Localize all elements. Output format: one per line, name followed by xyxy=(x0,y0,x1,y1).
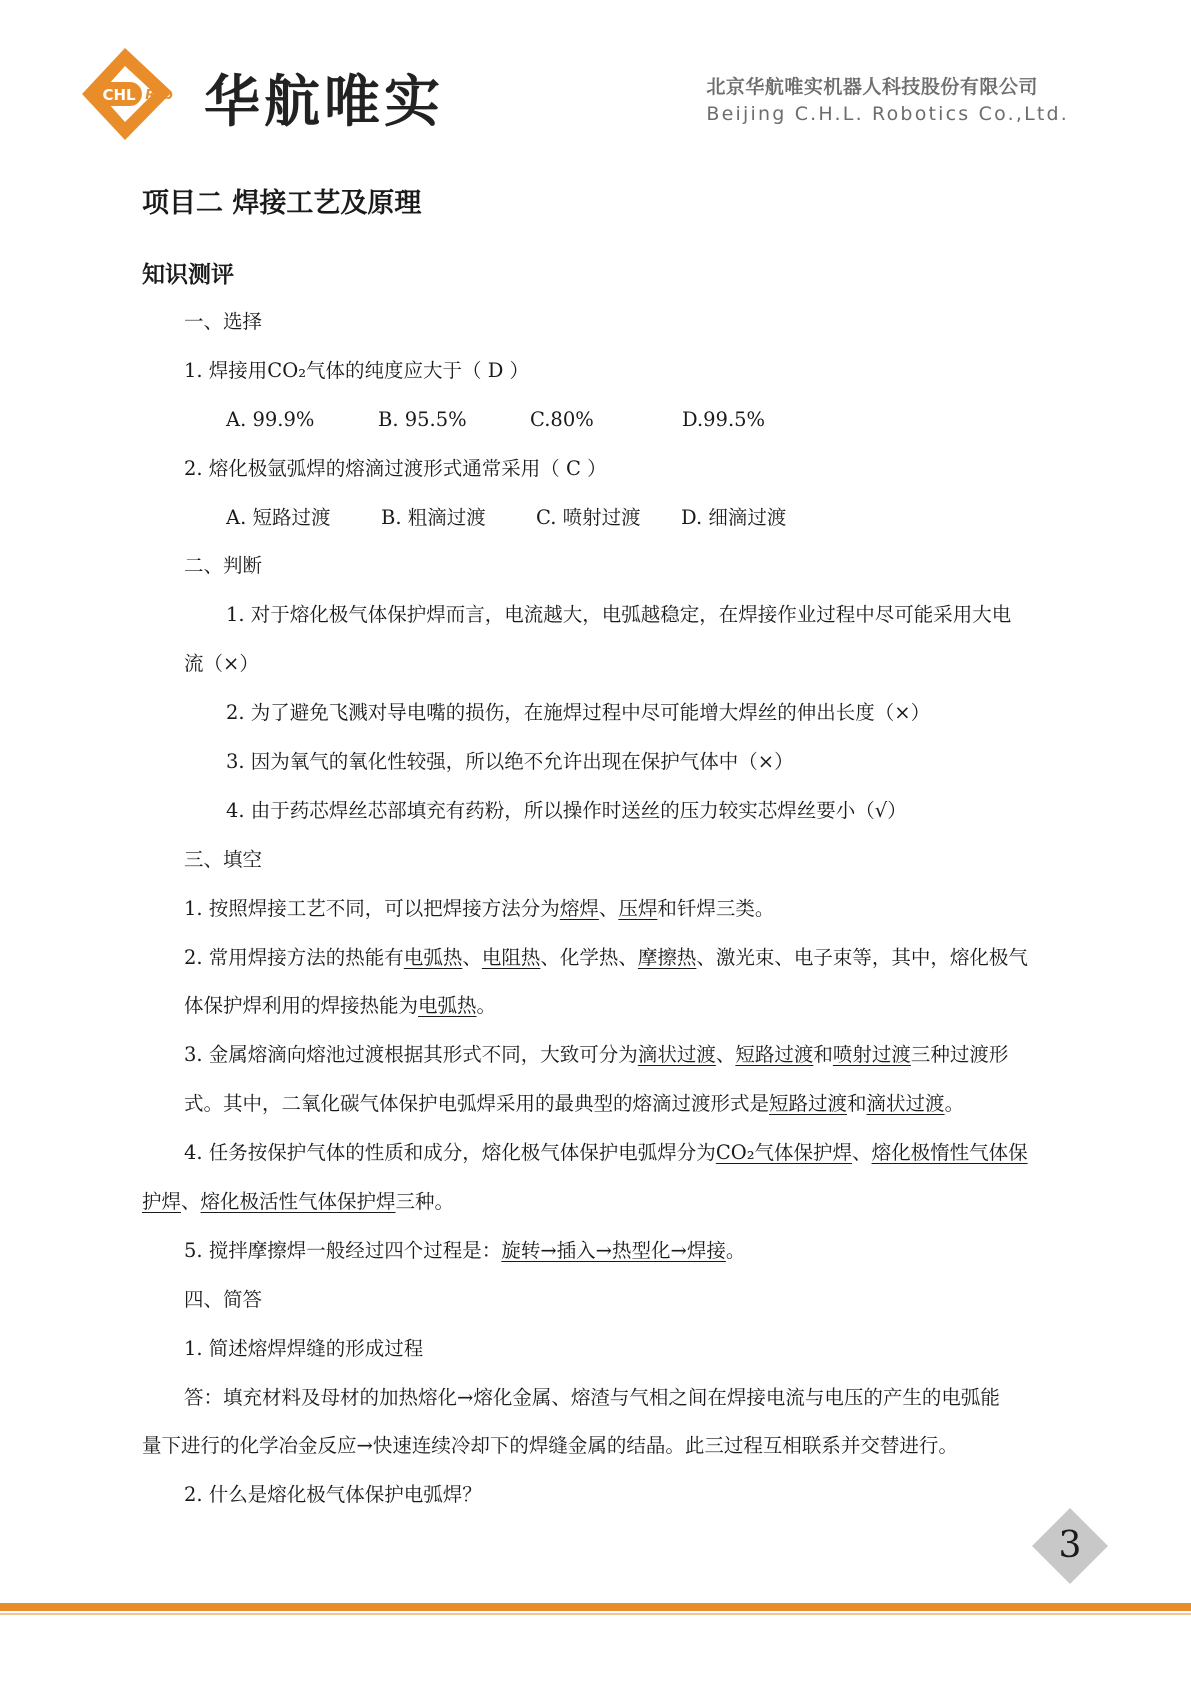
answer-blank: 滴状过渡 xyxy=(637,1043,716,1067)
text: 。 xyxy=(476,994,497,1018)
judgement-1-line-1: 1. 对于熔化极气体保护焊而言，电流越大，电弧越稳定，在焊接作业过程中尽可能采用大电 xyxy=(226,603,1012,627)
company-block xyxy=(706,72,1069,125)
section-heading-short-answer: 四、简答 xyxy=(184,1287,263,1311)
judgement-1-line-2: 流（×） xyxy=(184,652,259,676)
fill-question-5 xyxy=(142,1227,1078,1276)
section-subtitle: 知识测评 xyxy=(142,262,234,288)
page-number-badge xyxy=(1030,1506,1110,1586)
option-b: B. 95.5% xyxy=(378,407,467,431)
text: 三种。 xyxy=(395,1190,455,1214)
text: 和 xyxy=(847,1092,867,1116)
text: 5. 搅拌摩擦焊一般经过四个过程是： xyxy=(184,1238,502,1262)
option-d: D.99.5% xyxy=(682,407,766,431)
answer-blank: 摩擦热 xyxy=(637,945,697,969)
answer-blank: 熔化极活性气体保护焊 xyxy=(200,1190,396,1214)
text: 、 xyxy=(598,896,619,920)
short-answer-1-line-2: 量下进行的化学冶金反应→快速连续冷却下的焊缝金属的结晶。此三过程互相联系并交替进行。 xyxy=(142,1434,958,1458)
text: 和钎焊三类。 xyxy=(657,896,775,920)
judgement-2: 2. 为了避免飞溅对导电嘴的损伤，在施焊过程中尽可能增大焊丝的伸出长度（×） xyxy=(226,701,931,725)
answer-blank: 压焊 xyxy=(618,896,658,920)
choice-options-1 xyxy=(142,396,1078,445)
page-title: 项目二 焊接工艺及原理 xyxy=(142,188,422,219)
option-d: D. 细滴过渡 xyxy=(681,505,787,529)
answer-blank: 喷射过渡 xyxy=(832,1043,911,1067)
short-question-1: 1. 简述熔焊焊缝的形成过程 xyxy=(184,1336,424,1360)
choice-options-2 xyxy=(142,494,1078,543)
text: 、 xyxy=(462,945,482,969)
logo-chl-text: CHL xyxy=(102,86,136,104)
company-logo xyxy=(80,44,500,154)
option-c: C.80% xyxy=(530,407,594,431)
text: 3. 金属熔滴向熔池过渡根据其形式不同，大致可分为 xyxy=(184,1043,638,1067)
answer-blank: 滴状过渡 xyxy=(866,1092,945,1116)
section-heading-choice: 一、选择 xyxy=(184,310,263,333)
text: 1. 按照焊接工艺不同，可以把焊接方法分为 xyxy=(184,896,560,920)
text: 。 xyxy=(725,1238,746,1262)
option-c: C. 喷射过渡 xyxy=(536,505,641,529)
document-body xyxy=(142,184,1078,1520)
judgement-3: 3. 因为氧气的氧化性较强，所以绝不允许出现在保护气体中（×） xyxy=(226,750,794,774)
answer-blank: 电弧热 xyxy=(403,945,463,969)
footer-accent-bar xyxy=(0,1603,1191,1611)
answer-blank: 短路过渡 xyxy=(769,1092,848,1116)
logo-rob-text: Rob xyxy=(145,88,173,103)
option-b: B. 粗滴过渡 xyxy=(381,505,486,529)
text: 、 xyxy=(852,1141,872,1165)
text: 4. 任务按保护气体的性质和成分，熔化极气体保护电弧焊分为 xyxy=(184,1141,716,1165)
answer-blank: 电弧热 xyxy=(418,994,477,1018)
fill-question-4-line-1 xyxy=(142,1129,1078,1178)
answer-blank: 短路过渡 xyxy=(735,1043,814,1067)
company-name-en: Beijing C.H.L. Robotics Co.,Ltd. xyxy=(706,103,1069,125)
answer-blank: 熔化极惰性气体保 xyxy=(871,1141,1028,1165)
text: 式。其中，二氧化碳气体保护电弧焊采用的最典型的熔滴过渡形式是 xyxy=(184,1092,770,1116)
chl-rob-logo-icon xyxy=(80,44,190,154)
answer-blank: 旋转→插入→热型化→焊接 xyxy=(501,1238,726,1262)
judgement-4: 4. 由于药芯焊丝芯部填充有药粉，所以操作时送丝的压力较实芯焊丝要小（√） xyxy=(226,798,907,822)
company-name-cn: 北京华航唯实机器人科技股份有限公司 xyxy=(706,76,1038,98)
option-a: A. 短路过渡 xyxy=(226,505,331,529)
fill-question-2-line-1 xyxy=(142,934,1078,983)
text: 、 xyxy=(181,1190,201,1214)
quiz-content xyxy=(142,298,1078,1520)
section-heading-judgement: 二、判断 xyxy=(184,554,263,578)
text: 。 xyxy=(944,1092,965,1116)
footer-accent-line xyxy=(0,1613,1191,1615)
short-answer-1-line-1: 答：填充材料及母材的加热熔化→熔化金属、熔渣与气相之间在焊接电流与电压的产生的电弧能 xyxy=(184,1385,1000,1409)
answer-blank: 熔焊 xyxy=(559,896,599,920)
answer-blank: CO₂气体保护焊 xyxy=(715,1141,853,1165)
text: 2. 常用焊接方法的热能有 xyxy=(184,945,404,969)
text: 、化学热、 xyxy=(540,945,638,969)
text: 、激光束、电子束等，其中，熔化极气 xyxy=(696,945,1028,969)
answer-blank: 电阻热 xyxy=(481,945,541,969)
page-number: 3 xyxy=(1058,1525,1082,1566)
fill-question-2-line-2 xyxy=(142,982,1078,1031)
short-question-2: 2. 什么是熔化极气体保护电弧焊？ xyxy=(184,1483,482,1507)
option-a: A. 99.9% xyxy=(226,407,315,431)
fill-question-3-line-1 xyxy=(142,1031,1078,1080)
text: 三种过渡形 xyxy=(910,1043,1009,1067)
brand-name: 华航唯实 xyxy=(204,70,444,135)
answer-blank: 护焊 xyxy=(142,1190,182,1214)
choice-question-2: 2. 熔化极氩弧焊的熔滴过渡形式通常采用（ C ） xyxy=(184,456,607,480)
section-heading-fill: 三、填空 xyxy=(184,847,263,871)
text: 和 xyxy=(813,1043,833,1067)
fill-question-4-line-2 xyxy=(142,1178,1078,1227)
choice-question-1: 1. 焊接用CO₂气体的纯度应大于（ D ） xyxy=(184,358,530,382)
text: 体保护焊利用的焊接热能为 xyxy=(184,994,419,1018)
text: 、 xyxy=(715,1043,736,1067)
fill-question-3-line-2 xyxy=(142,1080,1078,1129)
fill-question-1 xyxy=(142,885,1078,934)
